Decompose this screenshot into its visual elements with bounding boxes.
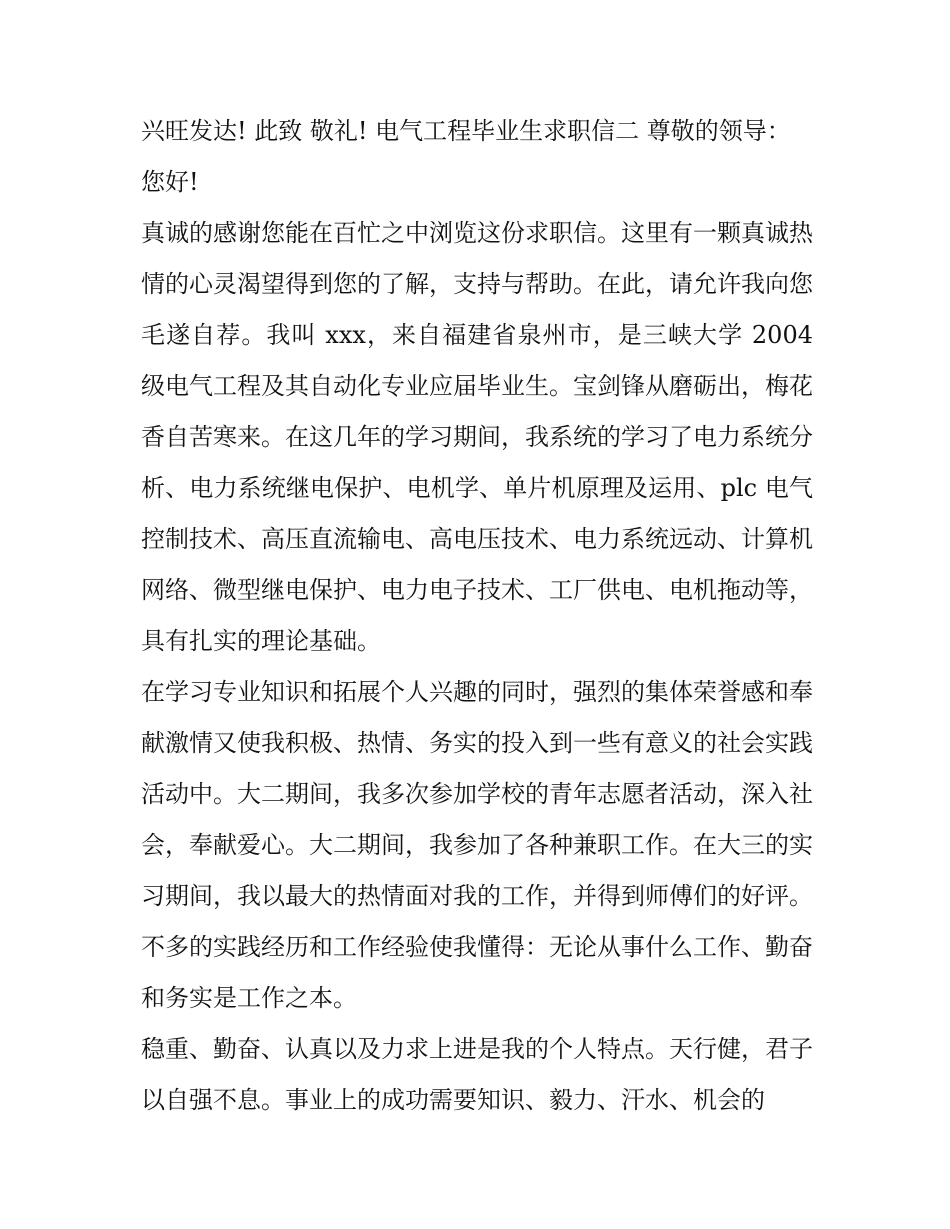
letter-body [141, 106, 813, 1126]
paragraph-personal-traits: 稳重、勤奋、认真以及力求上进是我的个人特点。天行健，君子以自强不息。事业上的成功需要知识、毅力、汗水、机会的 [141, 1035, 813, 1114]
paragraph-greeting: 您好! [141, 168, 199, 196]
paragraph-practice-experience: 在学习专业知识和拓展个人兴趣的同时，强烈的集体荣誉感和奉献激情又使我积极、热情、务实的投入到一些有意义的社会实践活动中。大二期间，我多次参加学校的青年志愿者活动，深入社会，奉献爱心。大二期间，我参加了各种兼职工作。在大三的实习期间，我以最大的热情面对我的工作，并得到师傅们的好评。不多的实践经历和工作经验使我懂得：无论从事什么工作、勤奋和务实是工作之本。 [141, 678, 813, 1012]
paragraph-closing-and-heading: 兴旺发达! 此致 敬礼! 电气工程毕业生求职信二 尊敬的领导： [141, 117, 791, 145]
paragraph-introduction: 真诚的感谢您能在百忙之中浏览这份求职信。这里有一颗真诚热情的心灵渴望得到您的了解，支持与帮助。在此，请允许我向您毛遂自荐。我叫 xxx，来自福建省泉州市，是三峡大学 2004 级电气工程及其自动化专业应届毕业生。宝剑锋从磨砺出，梅花香自苦寒来。在这几年的学习期间，我系统的学习了电力系统分析、电力系统继电保护、电机学、单片机原理及运用、plc 电气控制技术、高压直流输电、高电压技术、电力系统远动、计算机网络、微型继电保护、电力电子技术、工厂供电、电机拖动等，具有扎实的理论基础。 [141, 219, 813, 655]
